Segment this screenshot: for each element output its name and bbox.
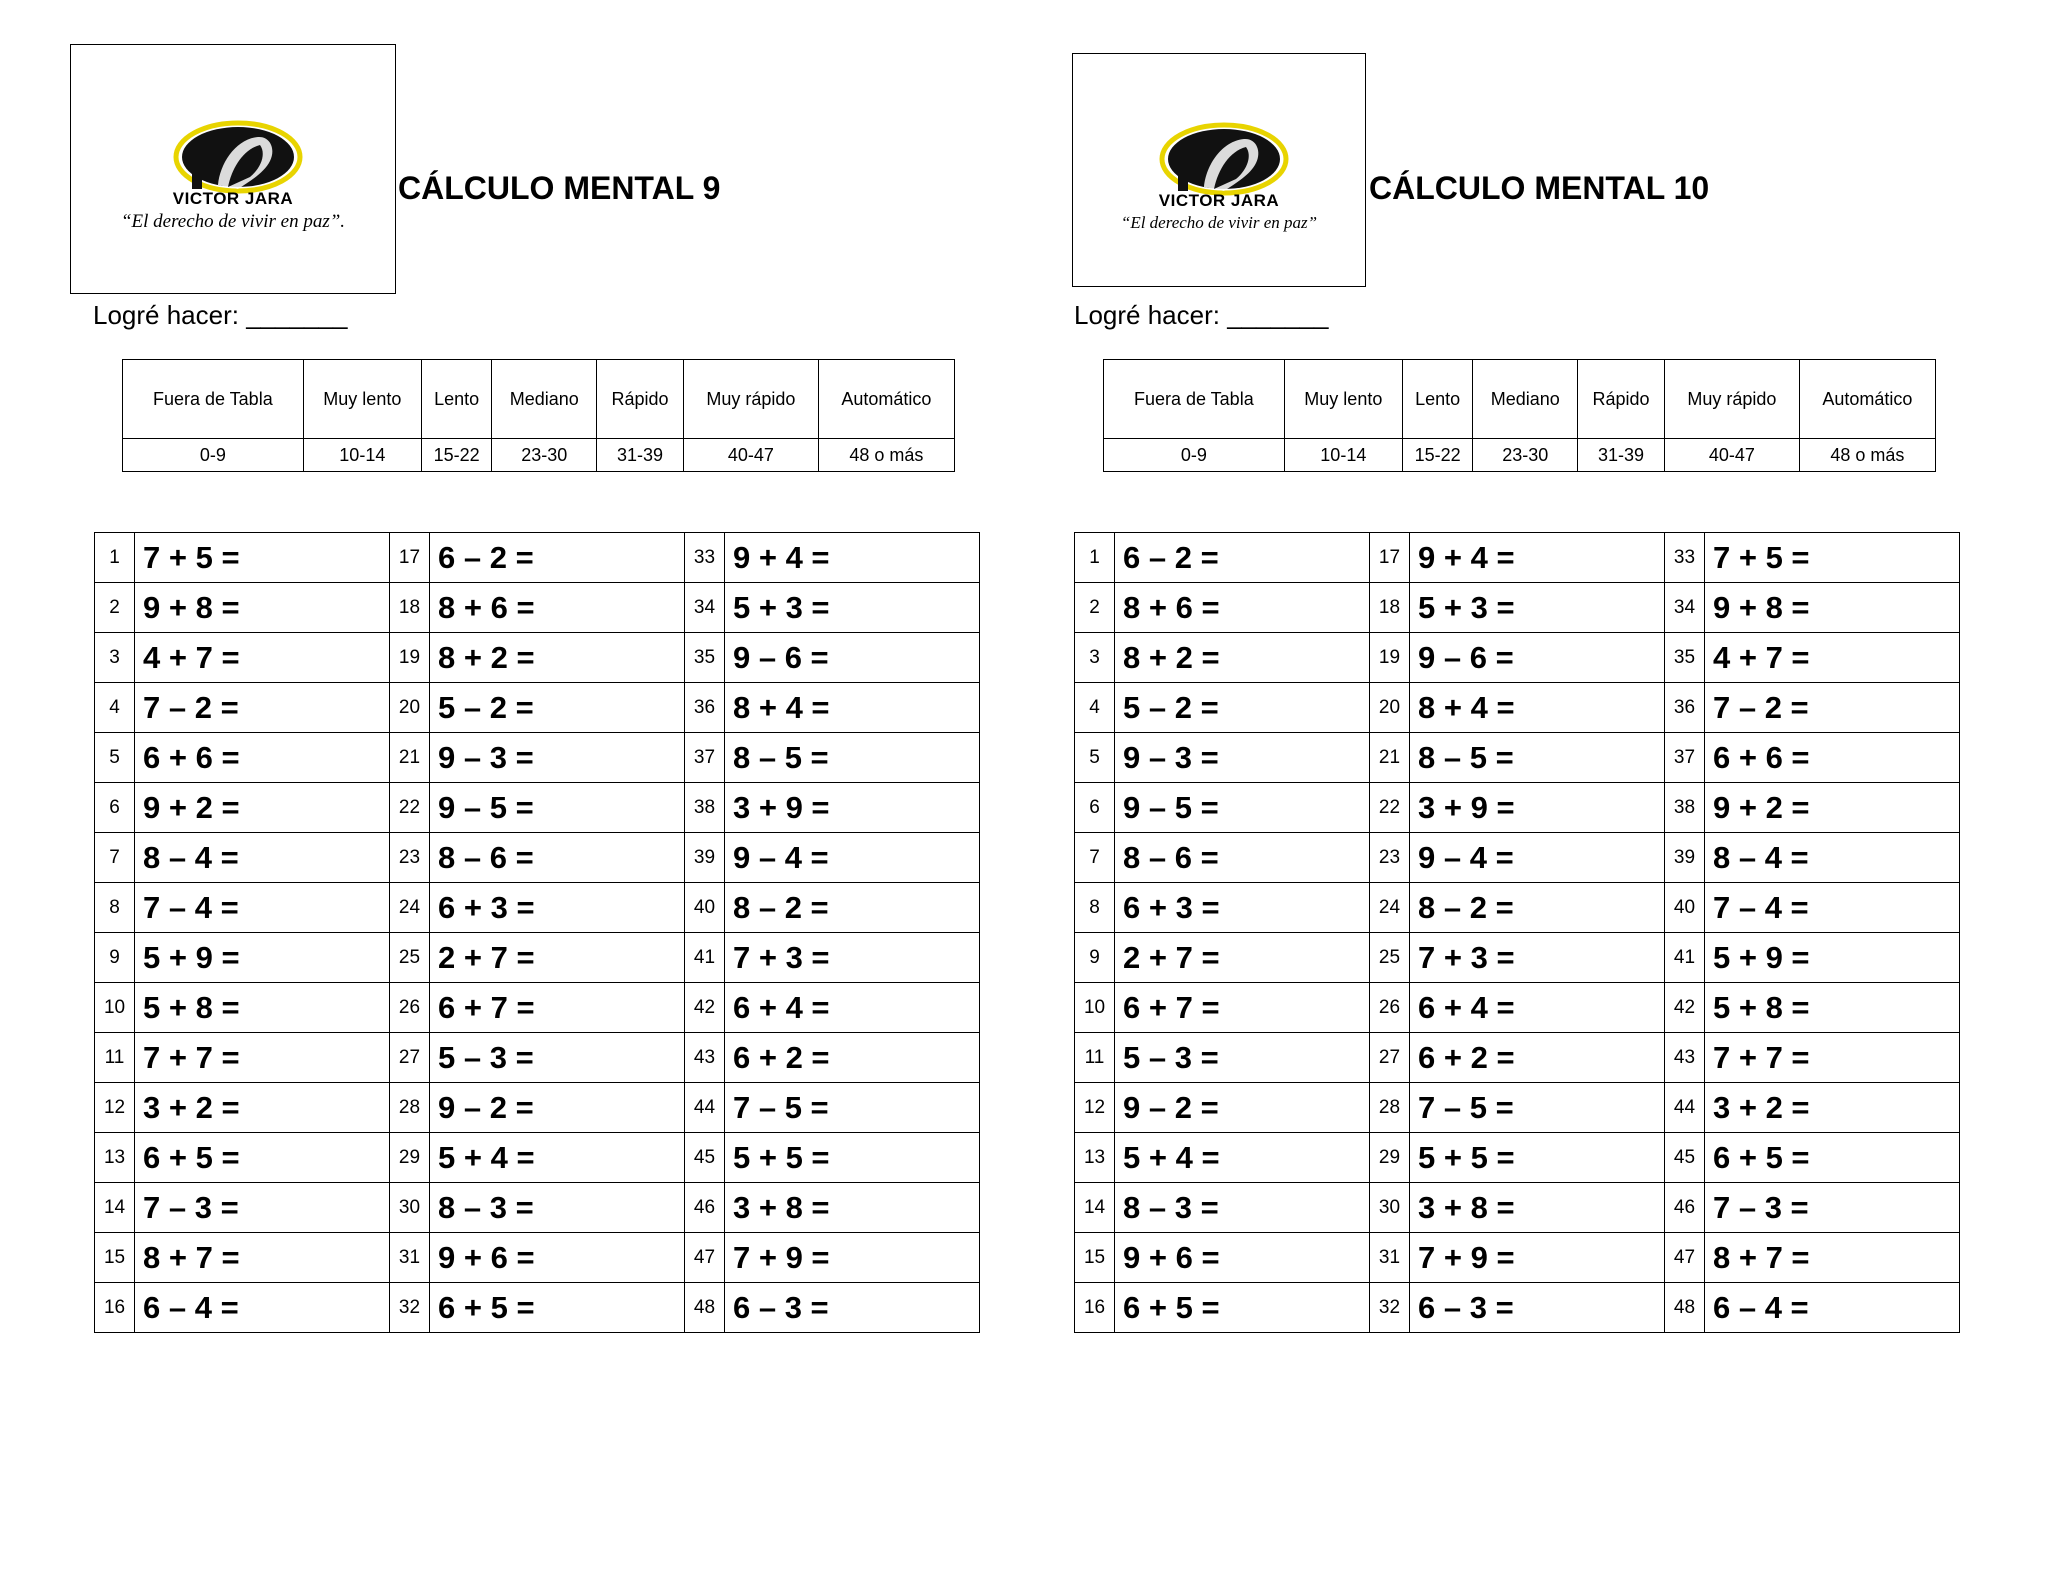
exercise-row xyxy=(95,833,980,883)
speed-range: 0-9 xyxy=(1104,439,1285,472)
exercise-number: 16 xyxy=(95,1283,135,1333)
exercise-expression: 8 – 5 = xyxy=(725,733,980,783)
exercise-row xyxy=(95,733,980,783)
exercise-number: 39 xyxy=(684,833,724,883)
exercise-expression: 9 + 6 = xyxy=(1115,1233,1370,1283)
exercise-expression: 6 + 5 = xyxy=(135,1133,390,1183)
exercise-number: 6 xyxy=(1075,783,1115,833)
exercise-expression: 7 – 4 = xyxy=(135,883,390,933)
exercise-number: 32 xyxy=(1369,1283,1409,1333)
exercise-number: 21 xyxy=(1369,733,1409,783)
exercise-expression: 6 + 6 = xyxy=(1705,733,1960,783)
exercise-number: 43 xyxy=(1664,1033,1704,1083)
exercise-number: 38 xyxy=(1664,783,1704,833)
exercise-number: 34 xyxy=(1664,583,1704,633)
speed-header: Rápido xyxy=(597,360,684,439)
speed-range: 23-30 xyxy=(1473,439,1578,472)
exercise-row xyxy=(1075,733,1960,783)
exercise-expression: 5 + 8 = xyxy=(1705,983,1960,1033)
exercise-number: 29 xyxy=(1369,1133,1409,1183)
exercise-number: 36 xyxy=(1664,683,1704,733)
exercise-expression: 9 – 5 = xyxy=(1115,783,1370,833)
exercise-expression: 6 – 2 = xyxy=(1115,533,1370,583)
exercise-expression: 5 + 4 = xyxy=(430,1133,685,1183)
exercise-number: 9 xyxy=(1075,933,1115,983)
exercise-expression: 9 – 2 = xyxy=(430,1083,685,1133)
exercise-expression: 9 – 4 = xyxy=(1410,833,1665,883)
exercise-expression: 6 + 2 = xyxy=(725,1033,980,1083)
exercise-number: 38 xyxy=(684,783,724,833)
exercise-row xyxy=(1075,1033,1960,1083)
speed-range: 10-14 xyxy=(1284,439,1402,472)
school-logo xyxy=(1072,53,1366,287)
exercise-expression: 5 + 3 = xyxy=(725,583,980,633)
exercise-expression: 9 + 8 = xyxy=(1705,583,1960,633)
exercise-expression: 9 – 6 = xyxy=(1410,633,1665,683)
exercise-number: 35 xyxy=(1664,633,1704,683)
exercise-number: 13 xyxy=(95,1133,135,1183)
exercise-number: 43 xyxy=(684,1033,724,1083)
exercise-number: 17 xyxy=(1369,533,1409,583)
exercise-expression: 6 + 5 = xyxy=(430,1283,685,1333)
exercise-number: 15 xyxy=(95,1233,135,1283)
exercise-row xyxy=(1075,1183,1960,1233)
exercise-row xyxy=(1075,533,1960,583)
speed-header: Automático xyxy=(1799,360,1935,439)
exercise-number: 20 xyxy=(1369,683,1409,733)
exercise-expression: 8 – 6 = xyxy=(430,833,685,883)
exercise-expression: 6 + 5 = xyxy=(1115,1283,1370,1333)
exercise-number: 45 xyxy=(684,1133,724,1183)
exercise-number: 40 xyxy=(1664,883,1704,933)
exercise-row xyxy=(95,783,980,833)
exercise-row xyxy=(1075,883,1960,933)
exercise-row xyxy=(95,1283,980,1333)
exercise-number: 3 xyxy=(1075,633,1115,683)
exercise-number: 19 xyxy=(1369,633,1409,683)
exercise-expression: 6 + 3 = xyxy=(1115,883,1370,933)
exercise-number: 6 xyxy=(95,783,135,833)
exercise-number: 44 xyxy=(684,1083,724,1133)
exercise-expression: 7 – 3 = xyxy=(135,1183,390,1233)
exercise-expression: 8 – 4 = xyxy=(1705,833,1960,883)
exercise-number: 11 xyxy=(95,1033,135,1083)
exercise-expression: 5 + 5 = xyxy=(1410,1133,1665,1183)
exercise-expression: 4 + 7 = xyxy=(135,633,390,683)
speed-header: Muy lento xyxy=(303,360,421,439)
exercise-expression: 8 + 4 = xyxy=(725,683,980,733)
exercise-number: 24 xyxy=(1369,883,1409,933)
speed-header: Muy rápido xyxy=(1664,360,1799,439)
exercise-expression: 7 – 3 = xyxy=(1705,1183,1960,1233)
speed-table xyxy=(1103,359,1936,472)
exercise-expression: 6 + 3 = xyxy=(430,883,685,933)
exercise-number: 13 xyxy=(1075,1133,1115,1183)
exercise-expression: 5 + 9 = xyxy=(135,933,390,983)
exercise-expression: 7 + 5 = xyxy=(1705,533,1960,583)
exercise-number: 41 xyxy=(1664,933,1704,983)
exercise-expression: 8 – 3 = xyxy=(430,1183,685,1233)
exercise-row xyxy=(1075,783,1960,833)
exercise-number: 12 xyxy=(1075,1083,1115,1133)
exercise-number: 8 xyxy=(95,883,135,933)
exercise-expression: 9 + 4 = xyxy=(1410,533,1665,583)
exercise-number: 46 xyxy=(1664,1183,1704,1233)
exercise-number: 34 xyxy=(684,583,724,633)
exercise-number: 35 xyxy=(684,633,724,683)
exercise-expression: 9 + 6 = xyxy=(430,1233,685,1283)
exercise-expression: 7 + 3 = xyxy=(725,933,980,983)
speed-range: 48 o más xyxy=(818,439,954,472)
exercise-number: 11 xyxy=(1075,1033,1115,1083)
exercise-expression: 5 + 4 = xyxy=(1115,1133,1370,1183)
exercise-number: 12 xyxy=(95,1083,135,1133)
exercise-expression: 5 + 9 = xyxy=(1705,933,1960,983)
exercise-number: 25 xyxy=(389,933,429,983)
speed-range: 48 o más xyxy=(1799,439,1935,472)
exercise-expression: 3 + 8 = xyxy=(1410,1183,1665,1233)
exercise-expression: 9 – 5 = xyxy=(430,783,685,833)
exercise-number: 23 xyxy=(1369,833,1409,883)
exercise-number: 25 xyxy=(1369,933,1409,983)
victor-jara-emblem-icon xyxy=(1144,117,1294,197)
exercise-expression: 7 + 9 = xyxy=(725,1233,980,1283)
achieved-label: Logré hacer: _______ xyxy=(93,300,348,330)
achieved-label: Logré hacer: _______ xyxy=(1074,300,1329,330)
exercise-number: 30 xyxy=(1369,1183,1409,1233)
exercise-expression: 6 + 5 = xyxy=(1705,1133,1960,1183)
logo-motto: “El derecho de vivir en paz” xyxy=(1120,213,1318,232)
exercise-expression: 3 + 9 = xyxy=(725,783,980,833)
exercise-expression: 8 – 4 = xyxy=(135,833,390,883)
speed-range: 0-9 xyxy=(123,439,304,472)
exercise-expression: 5 – 3 = xyxy=(430,1033,685,1083)
speed-range: 31-39 xyxy=(597,439,684,472)
speed-header: Lento xyxy=(421,360,491,439)
exercise-expression: 3 + 8 = xyxy=(725,1183,980,1233)
exercise-number: 2 xyxy=(95,583,135,633)
exercise-expression: 7 + 9 = xyxy=(1410,1233,1665,1283)
exercise-expression: 6 + 7 = xyxy=(430,983,685,1033)
exercise-expression: 7 + 7 = xyxy=(1705,1033,1960,1083)
victor-jara-emblem-icon xyxy=(158,115,308,195)
exercise-expression: 9 – 4 = xyxy=(725,833,980,883)
speed-header: Mediano xyxy=(492,360,597,439)
exercise-expression: 6 + 4 = xyxy=(725,983,980,1033)
exercise-number: 4 xyxy=(1075,683,1115,733)
speed-header: Automático xyxy=(818,360,954,439)
exercise-number: 29 xyxy=(389,1133,429,1183)
logo-name: VICTOR JARA xyxy=(172,189,294,208)
exercise-number: 18 xyxy=(389,583,429,633)
exercise-number: 26 xyxy=(389,983,429,1033)
exercise-expression: 9 + 2 = xyxy=(135,783,390,833)
exercise-number: 17 xyxy=(389,533,429,583)
exercise-expression: 9 – 2 = xyxy=(1115,1083,1370,1133)
exercise-number: 48 xyxy=(1664,1283,1704,1333)
exercise-number: 1 xyxy=(1075,533,1115,583)
exercise-number: 30 xyxy=(389,1183,429,1233)
exercise-expression: 6 + 6 = xyxy=(135,733,390,783)
exercise-expression: 5 + 3 = xyxy=(1410,583,1665,633)
exercise-expression: 5 + 5 = xyxy=(725,1133,980,1183)
exercise-row xyxy=(95,1033,980,1083)
exercise-number: 37 xyxy=(1664,733,1704,783)
speed-range: 23-30 xyxy=(492,439,597,472)
exercise-number: 31 xyxy=(1369,1233,1409,1283)
exercise-expression: 5 + 8 = xyxy=(135,983,390,1033)
exercise-number: 27 xyxy=(389,1033,429,1083)
exercise-row xyxy=(1075,1283,1960,1333)
exercise-number: 7 xyxy=(1075,833,1115,883)
exercise-number: 36 xyxy=(684,683,724,733)
exercise-row xyxy=(95,983,980,1033)
page-title: CÁLCULO MENTAL 10 xyxy=(1369,170,1710,206)
exercise-row xyxy=(95,1183,980,1233)
exercise-number: 15 xyxy=(1075,1233,1115,1283)
exercise-row xyxy=(95,933,980,983)
exercise-number: 42 xyxy=(684,983,724,1033)
exercise-number: 23 xyxy=(389,833,429,883)
exercise-number: 1 xyxy=(95,533,135,583)
exercise-number: 46 xyxy=(684,1183,724,1233)
exercise-expression: 8 + 2 = xyxy=(430,633,685,683)
exercise-expression: 9 + 8 = xyxy=(135,583,390,633)
exercise-expression: 5 – 3 = xyxy=(1115,1033,1370,1083)
exercise-number: 22 xyxy=(1369,783,1409,833)
logo-motto: “El derecho de vivir en paz”. xyxy=(120,211,346,232)
exercise-number: 14 xyxy=(95,1183,135,1233)
speed-range: 40-47 xyxy=(1664,439,1799,472)
speed-header: Muy rápido xyxy=(683,360,818,439)
speed-header: Fuera de Tabla xyxy=(1104,360,1285,439)
worksheet-right xyxy=(1024,0,2048,1582)
exercise-expression: 6 – 4 = xyxy=(1705,1283,1960,1333)
exercise-expression: 7 – 2 = xyxy=(1705,683,1960,733)
exercise-expression: 8 – 3 = xyxy=(1115,1183,1370,1233)
speed-header: Mediano xyxy=(1473,360,1578,439)
speed-range: 40-47 xyxy=(683,439,818,472)
exercise-number: 5 xyxy=(95,733,135,783)
exercise-expression: 6 – 2 = xyxy=(430,533,685,583)
exercise-expression: 9 – 6 = xyxy=(725,633,980,683)
exercise-expression: 3 + 2 = xyxy=(135,1083,390,1133)
exercise-expression: 9 + 4 = xyxy=(725,533,980,583)
exercise-number: 28 xyxy=(1369,1083,1409,1133)
exercise-row xyxy=(1075,833,1960,883)
exercise-number: 32 xyxy=(389,1283,429,1333)
exercise-expression: 6 – 3 = xyxy=(725,1283,980,1333)
exercise-row xyxy=(95,583,980,633)
exercise-number: 18 xyxy=(1369,583,1409,633)
exercise-number: 45 xyxy=(1664,1133,1704,1183)
speed-table xyxy=(122,359,955,472)
exercise-row xyxy=(95,1083,980,1133)
exercise-number: 39 xyxy=(1664,833,1704,883)
exercise-expression: 8 + 2 = xyxy=(1115,633,1370,683)
exercise-expression: 9 – 3 = xyxy=(430,733,685,783)
exercise-expression: 6 – 4 = xyxy=(135,1283,390,1333)
exercise-number: 33 xyxy=(1664,533,1704,583)
exercise-number: 14 xyxy=(1075,1183,1115,1233)
exercise-expression: 3 + 9 = xyxy=(1410,783,1665,833)
exercise-row xyxy=(95,633,980,683)
exercise-number: 48 xyxy=(684,1283,724,1333)
exercise-expression: 8 – 6 = xyxy=(1115,833,1370,883)
exercise-expression: 6 – 3 = xyxy=(1410,1283,1665,1333)
speed-range: 31-39 xyxy=(1578,439,1665,472)
exercise-expression: 9 + 2 = xyxy=(1705,783,1960,833)
exercise-expression: 8 – 2 = xyxy=(1410,883,1665,933)
exercise-number: 24 xyxy=(389,883,429,933)
exercise-number: 33 xyxy=(684,533,724,583)
exercise-row xyxy=(1075,1083,1960,1133)
exercise-expression: 8 – 5 = xyxy=(1410,733,1665,783)
exercise-row xyxy=(1075,1133,1960,1183)
exercise-number: 9 xyxy=(95,933,135,983)
speed-header: Lento xyxy=(1402,360,1472,439)
exercise-row xyxy=(1075,583,1960,633)
exercise-expression: 8 + 6 = xyxy=(430,583,685,633)
exercise-row xyxy=(95,533,980,583)
exercise-number: 19 xyxy=(389,633,429,683)
exercise-number: 40 xyxy=(684,883,724,933)
exercise-expression: 4 + 7 = xyxy=(1705,633,1960,683)
exercise-number: 3 xyxy=(95,633,135,683)
exercise-number: 37 xyxy=(684,733,724,783)
exercise-row xyxy=(95,683,980,733)
speed-header: Muy lento xyxy=(1284,360,1402,439)
exercise-expression: 8 – 2 = xyxy=(725,883,980,933)
exercise-number: 47 xyxy=(1664,1233,1704,1283)
speed-range: 15-22 xyxy=(1402,439,1472,472)
exercise-row xyxy=(1075,683,1960,733)
exercise-number: 7 xyxy=(95,833,135,883)
exercise-row xyxy=(95,1133,980,1183)
page-title: CÁLCULO MENTAL 9 xyxy=(398,170,721,206)
exercise-expression: 7 + 7 = xyxy=(135,1033,390,1083)
exercise-number: 2 xyxy=(1075,583,1115,633)
exercise-number: 28 xyxy=(389,1083,429,1133)
exercise-expression: 7 – 5 = xyxy=(1410,1083,1665,1133)
exercise-expression: 7 – 2 = xyxy=(135,683,390,733)
exercise-number: 26 xyxy=(1369,983,1409,1033)
speed-range: 10-14 xyxy=(303,439,421,472)
exercise-expression: 7 – 5 = xyxy=(725,1083,980,1133)
exercise-number: 27 xyxy=(1369,1033,1409,1083)
exercise-row xyxy=(1075,633,1960,683)
exercise-expression: 8 + 7 = xyxy=(1705,1233,1960,1283)
exercise-number: 4 xyxy=(95,683,135,733)
exercise-number: 10 xyxy=(1075,983,1115,1033)
exercise-number: 42 xyxy=(1664,983,1704,1033)
exercise-expression: 5 – 2 = xyxy=(430,683,685,733)
exercise-expression: 7 + 5 = xyxy=(135,533,390,583)
exercise-expression: 3 + 2 = xyxy=(1705,1083,1960,1133)
school-logo xyxy=(70,44,396,294)
exercise-row xyxy=(1075,983,1960,1033)
speed-header: Rápido xyxy=(1578,360,1665,439)
exercise-number: 44 xyxy=(1664,1083,1704,1133)
exercise-table xyxy=(1074,532,1960,1333)
exercise-number: 16 xyxy=(1075,1283,1115,1333)
exercise-expression: 2 + 7 = xyxy=(430,933,685,983)
exercise-expression: 7 + 3 = xyxy=(1410,933,1665,983)
logo-name: VICTOR JARA xyxy=(1158,191,1280,210)
exercise-expression: 6 + 7 = xyxy=(1115,983,1370,1033)
exercise-number: 31 xyxy=(389,1233,429,1283)
exercise-number: 20 xyxy=(389,683,429,733)
exercise-number: 10 xyxy=(95,983,135,1033)
exercise-row xyxy=(1075,1233,1960,1283)
exercise-number: 5 xyxy=(1075,733,1115,783)
exercise-expression: 6 + 2 = xyxy=(1410,1033,1665,1083)
exercise-expression: 8 + 6 = xyxy=(1115,583,1370,633)
exercise-number: 47 xyxy=(684,1233,724,1283)
exercise-row xyxy=(95,1233,980,1283)
exercise-expression: 8 + 7 = xyxy=(135,1233,390,1283)
exercise-number: 8 xyxy=(1075,883,1115,933)
exercise-number: 41 xyxy=(684,933,724,983)
exercise-expression: 2 + 7 = xyxy=(1115,933,1370,983)
exercise-expression: 5 – 2 = xyxy=(1115,683,1370,733)
exercise-row xyxy=(95,883,980,933)
exercise-number: 22 xyxy=(389,783,429,833)
exercise-expression: 7 – 4 = xyxy=(1705,883,1960,933)
exercise-row xyxy=(1075,933,1960,983)
speed-header: Fuera de Tabla xyxy=(123,360,304,439)
exercise-expression: 8 + 4 = xyxy=(1410,683,1665,733)
exercise-expression: 9 – 3 = xyxy=(1115,733,1370,783)
speed-range: 15-22 xyxy=(421,439,491,472)
exercise-number: 21 xyxy=(389,733,429,783)
exercise-expression: 6 + 4 = xyxy=(1410,983,1665,1033)
exercise-table xyxy=(94,532,980,1333)
